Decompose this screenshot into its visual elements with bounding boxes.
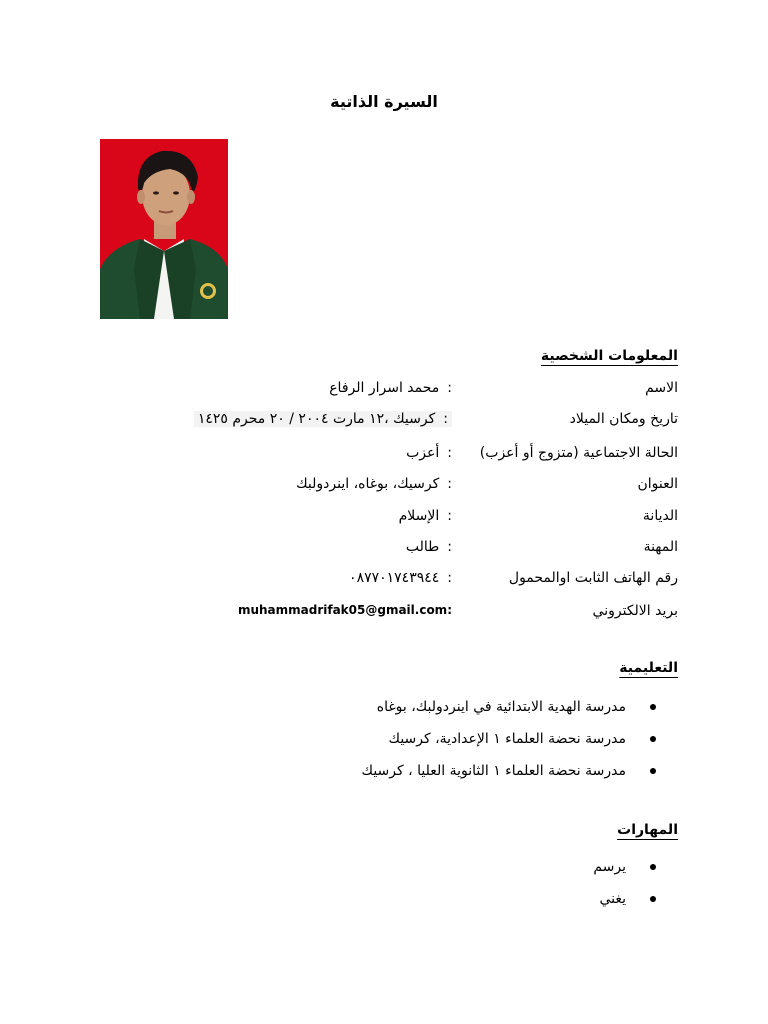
education-list (362, 697, 656, 793)
info-label: تاريخ ومكان الميلاد (569, 411, 678, 427)
skills-heading: المهارات (617, 822, 678, 838)
profile-photo (100, 139, 228, 319)
info-value: :طالب (405, 539, 452, 555)
email-value: muhammadrifak05@gmail.com: (237, 603, 452, 617)
list-item: مدرسة نحضة العلماء ١ الإعدادية، كرسيك (362, 729, 656, 761)
list-item: يرسم (593, 857, 656, 889)
info-row-email (78, 603, 678, 629)
bullet-icon (650, 768, 656, 774)
info-row-marital-status (78, 445, 678, 471)
document-title: السيرة الذاتية (330, 92, 438, 111)
list-item: يغني (593, 889, 656, 921)
info-row-phone (78, 570, 678, 596)
bullet-icon (650, 864, 656, 870)
info-label: المهنة (643, 539, 678, 555)
personal-info-heading: المعلومات الشخصية (540, 348, 678, 364)
person-portrait-icon (100, 139, 228, 319)
info-value: :كرسيك ،١٢ مارت ٢٠٠٤ / ٢٠ محرم ١٤٢٥ (194, 411, 452, 427)
info-value: :كرسيك، بوغاه، اينردولبك (296, 476, 452, 492)
info-value: :أعزب (406, 445, 452, 461)
info-value: :٠٨٧٧٠١٧٤٣٩٤٤ (349, 570, 452, 586)
skills-list (593, 857, 656, 921)
info-label: الاسم (645, 380, 678, 396)
bullet-icon (650, 896, 656, 902)
info-label: بريد الالكتروني (592, 603, 678, 619)
info-value: :الإسلام (398, 508, 452, 524)
info-row-occupation (78, 539, 678, 565)
list-item: مدرسة الهدية الابتدائية في اينردولبك، بوغاه (362, 697, 656, 729)
info-label: رقم الهاتف الثابت اوالمحمول (508, 570, 678, 586)
bullet-icon (650, 736, 656, 742)
bullet-icon (650, 704, 656, 710)
info-row-birth (78, 411, 678, 437)
info-value: :محمد اسرار الرفاع (329, 380, 452, 396)
info-label: العنوان (637, 476, 678, 492)
info-row-name (78, 380, 678, 406)
info-row-address (78, 476, 678, 502)
education-heading: التعليمية (619, 660, 678, 676)
list-item: مدرسة نحضة العلماء ١ الثانوية العليا ، كرسيك (362, 761, 656, 793)
info-label: الحالة الاجتماعية (متزوج أو أعزب) (479, 445, 678, 461)
info-label: الديانة (642, 508, 678, 524)
info-row-religion (78, 508, 678, 534)
